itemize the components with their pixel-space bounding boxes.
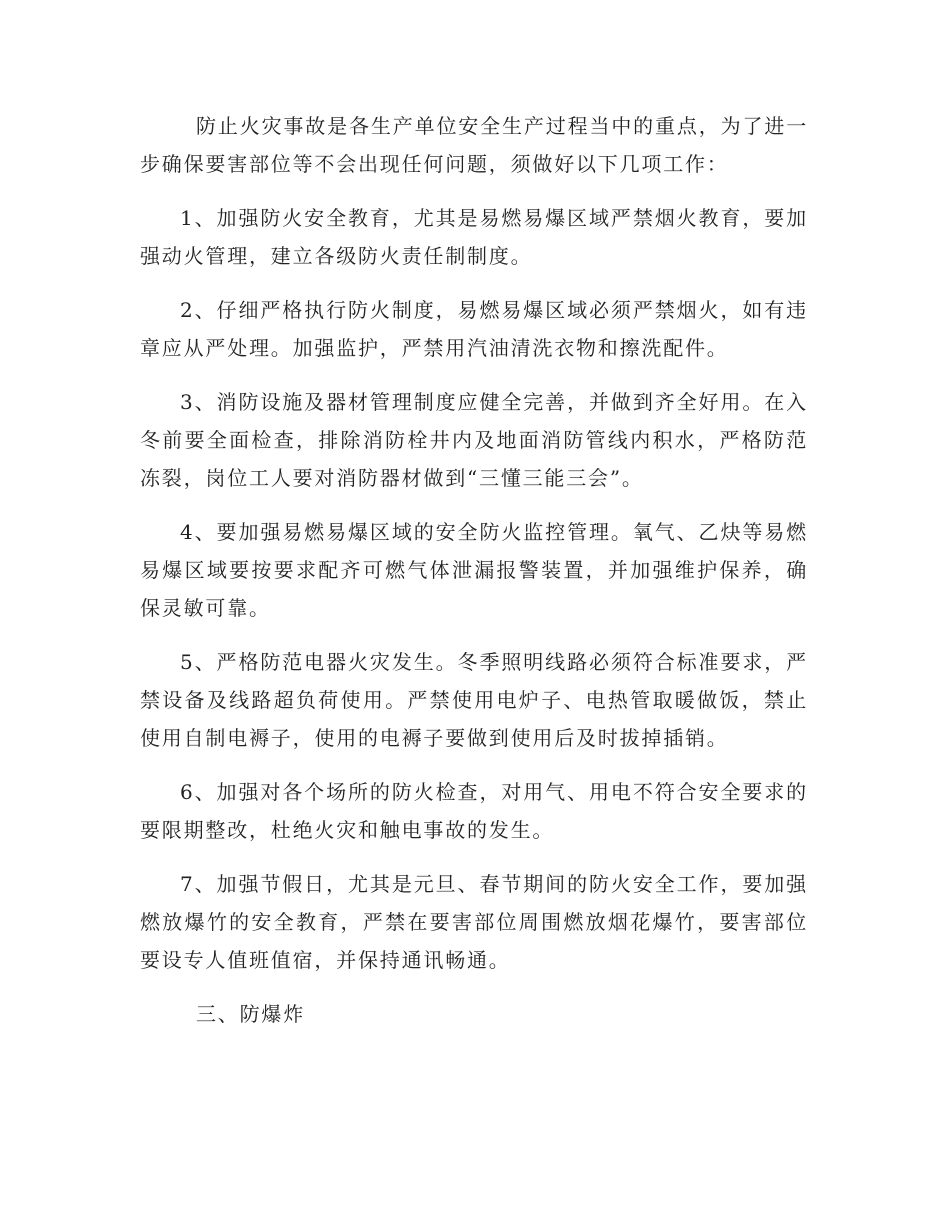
document-body bbox=[140, 107, 808, 1049]
list-item-3: 3、消防设施及器材管理制度应健全完善，并做到齐全好用。在入冬前要全面检查，排除消防栓井内及地面消防管线内积水，严格防范冻裂，岗位工人要对消防器材做到“三懂三能三会”。 bbox=[140, 390, 808, 490]
list-item-7: 7、加强节假日，尤其是元旦、春节期间的防火安全工作，要加强燃放爆竹的安全教育，严禁在要害部位周围燃放烟花爆竹，要害部位要设专人值班值宿，并保持通讯畅通。 bbox=[140, 872, 808, 972]
list-item-1: 1、加强防火安全教育，尤其是易燃易爆区域严禁烟火教育，要加强动火管理，建立各级防火责任制制度。 bbox=[140, 206, 808, 268]
list-item-5: 5、严格防范电器火灾发生。冬季照明线路必须符合标准要求，严禁设备及线路超负荷使用。严禁使用电炉子、电热管取暖做饭，禁止使用自制电褥子，使用的电褥子要做到使用后及时拔掉插销。 bbox=[140, 650, 808, 750]
list-item-2: 2、仔细严格执行防火制度，易燃易爆区域必须严禁烟火，如有违章应从严处理。加强监护，严禁用汽油清洗衣物和擦洗配件。 bbox=[140, 298, 808, 360]
section-heading: 三、防爆炸 bbox=[196, 1002, 305, 1026]
intro-paragraph: 防止火灾事故是各生产单位安全生产过程当中的重点，为了进一步确保要害部位等不会出现任何问题，须做好以下几项工作： bbox=[140, 114, 808, 176]
list-item-4: 4、要加强易燃易爆区域的安全防火监控管理。氧气、乙炔等易燃易爆区域要按要求配齐可燃气体泄漏报警装置，并加强维护保养，确保灵敏可靠。 bbox=[140, 520, 808, 620]
list-item-6: 6、加强对各个场所的防火检查，对用气、用电不符合安全要求的要限期整改，杜绝火灾和触电事故的发生。 bbox=[140, 780, 808, 842]
